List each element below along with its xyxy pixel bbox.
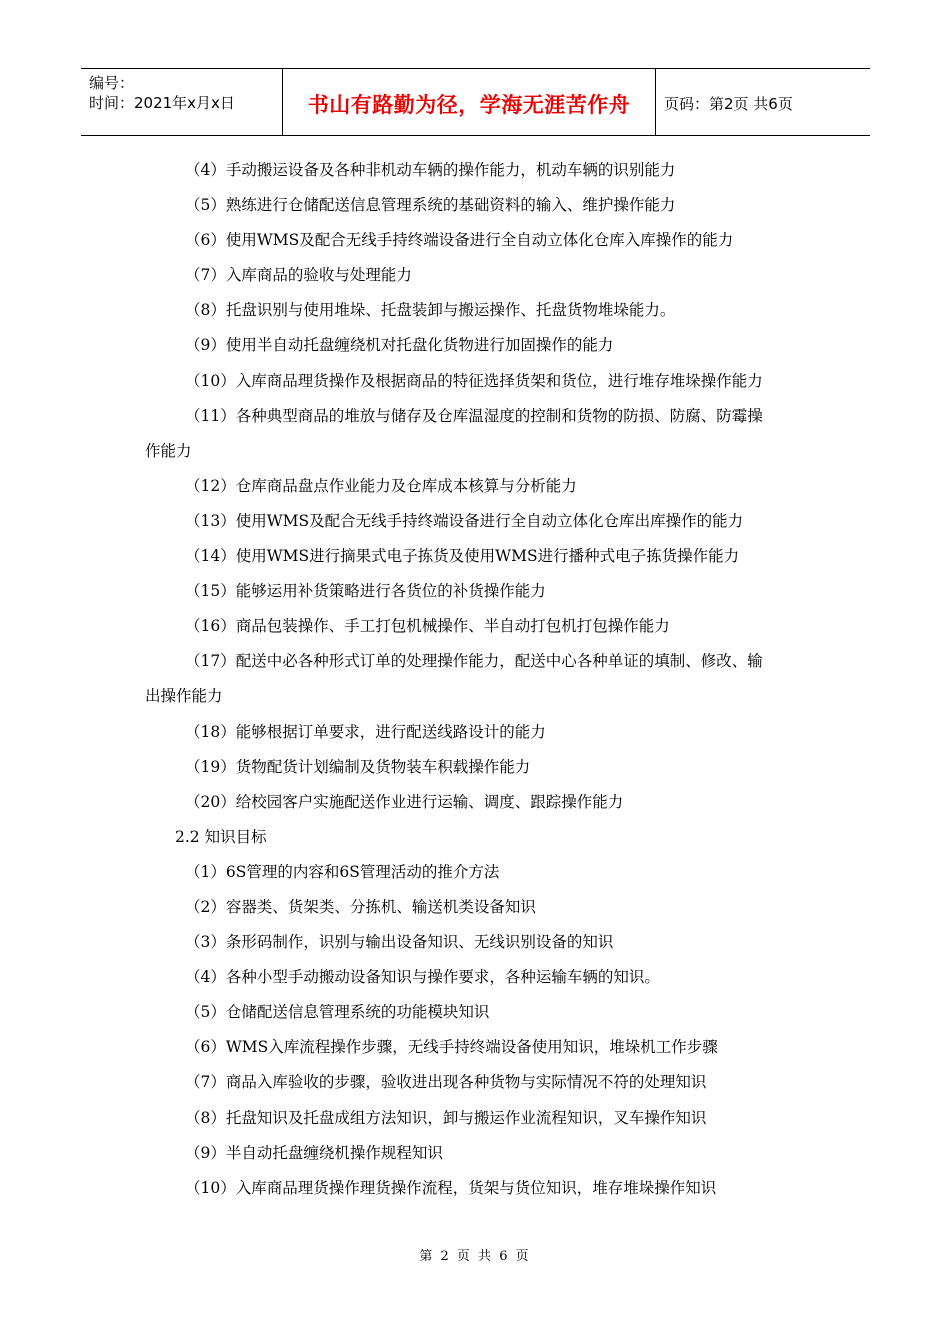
text-line: （7）入库商品的验收与处理能力 xyxy=(185,266,412,285)
text-line: （6）使用WMS及配合无线手持终端设备进行全自动立体化仓库入库操作的能力 xyxy=(185,231,734,250)
text-line: （11）各种典型商品的堆放与储存及仓库温湿度的控制和货物的防损、防腐、防霉操 xyxy=(185,406,763,425)
text-line: （15）能够运用补货策略进行各货位的补货操作能力 xyxy=(185,582,546,601)
text-line: （5）熟练进行仓储配送信息管理系统的基础资料的输入、维护操作能力 xyxy=(185,196,676,215)
text-line: （12）仓库商品盘点作业能力及仓库成本核算与分析能力 xyxy=(185,476,577,495)
time-label: 时间：2021年x月x日 xyxy=(89,94,235,112)
text-line: （6）WMS入库流程操作步骤，无线手持终端设备使用知识，堆垛机工作步骤 xyxy=(185,1038,718,1057)
text-line: （18）能够根据订单要求，进行配送线路设计的能力 xyxy=(185,722,546,741)
text-line: （13）使用WMS及配合无线手持终端设备进行全自动立体化仓库出库操作的能力 xyxy=(185,511,744,530)
text-line: （17）配送中必各种形式订单的处理操作能力，配送中心各种单证的填制、修改、输 xyxy=(185,652,763,671)
text-line: （5）仓储配送信息管理系统的功能模块知识 xyxy=(185,1003,490,1022)
text-line: （4）手动搬运设备及各种非机动车辆的操作能力，机动车辆的识别能力 xyxy=(185,161,676,179)
section-heading: 2.2 知识目标 xyxy=(175,827,267,846)
document-body xyxy=(145,153,817,1206)
text-line: （10）入库商品理货操作理货操作流程，货架与货位知识，堆存堆垛操作知识 xyxy=(185,1178,717,1197)
motto: 书山有路勤为径，学海无涯苦作舟 xyxy=(307,93,631,117)
text-line: （3）条形码制作，识别与输出设备知识、无线识别设备的知识 xyxy=(185,933,614,952)
header-page-info xyxy=(656,69,870,135)
page-info: 页码：第2页 共6页 xyxy=(664,94,793,113)
text-line: （20）给校园客户实施配送作业进行运输、调度、跟踪操作能力 xyxy=(185,792,624,811)
text-line: （19）货物配货计划编制及货物装车积载操作能力 xyxy=(185,757,531,776)
text-line: （2）容器类、货架类、分拣机、输送机类设备知识 xyxy=(185,897,536,916)
page-header xyxy=(81,68,870,136)
text-line: 作能力 xyxy=(145,441,192,460)
text-line: （8）托盘识别与使用堆垛、托盘装卸与搬运操作、托盘货物堆垛能力。 xyxy=(185,301,676,320)
text-line: （16）商品包装操作、手工打包机械操作、半自动打包机打包操作能力 xyxy=(185,617,670,636)
page-footer: 第 2 页 共 6 页 xyxy=(419,1249,531,1264)
text-line: （10）入库商品理货操作及根据商品的特征选择货架和货位，进行堆存堆垛操作能力 xyxy=(185,371,763,390)
text-line: （8）托盘知识及托盘成组方法知识，卸与搬运作业流程知识，叉车操作知识 xyxy=(185,1108,707,1127)
text-line: （9）使用半自动托盘缠绕机对托盘化货物进行加固操作的能力 xyxy=(185,336,614,355)
text-line: （7）商品入库验收的步骤，验收进出现各种货物与实际情况不符的处理知识 xyxy=(185,1073,707,1092)
text-line: （14）使用WMS进行摘果式电子拣货及使用WMS进行播种式电子拣货操作能力 xyxy=(185,547,740,566)
text-line: （9）半自动托盘缠绕机操作规程知识 xyxy=(185,1143,443,1162)
text-line: 出操作能力 xyxy=(145,687,223,706)
text-line: （4）各种小型手动搬动设备知识与操作要求，各种运输车辆的知识。 xyxy=(185,968,660,987)
header-motto-cell xyxy=(283,69,656,135)
number-label: 编号： xyxy=(89,74,135,92)
text-line: （1）6S管理的内容和6S管理活动的推介方法 xyxy=(185,862,500,881)
header-meta xyxy=(81,69,283,135)
